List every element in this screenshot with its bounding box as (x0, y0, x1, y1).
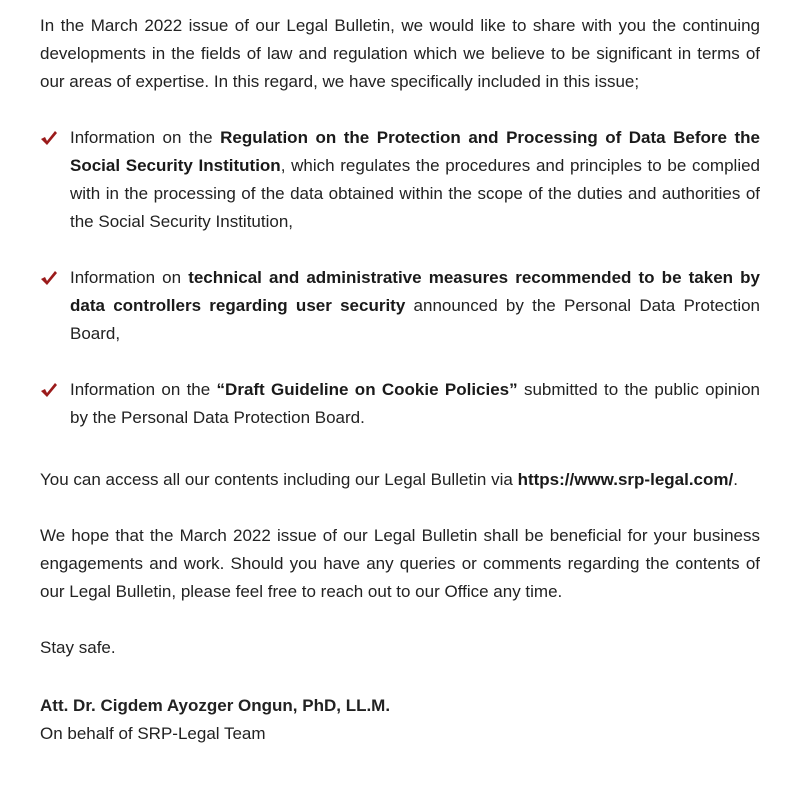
access-paragraph (40, 466, 760, 494)
checkmark-icon (40, 382, 58, 398)
bullet-item (40, 124, 760, 236)
bullet-text-pre: Information on the (70, 128, 221, 147)
website-link[interactable]: https://www.srp-legal.com/ (517, 470, 734, 489)
checkmark-icon (40, 130, 58, 146)
bullet-item (40, 376, 760, 432)
bullet-text-bold: technical and administrative measures recommended to be taken by data controllers regarding user security (70, 268, 760, 315)
bulletin-page (40, 0, 760, 748)
bullet-text-post: announced by the Personal Data Protection Board, (70, 296, 761, 343)
checkmark-icon (40, 270, 58, 286)
bullet-text-pre: Information on the (70, 380, 217, 399)
bullet-text-pre: Information on (70, 268, 189, 287)
access-text: You can access all our contents including our Legal Bulletin via (40, 470, 518, 489)
bullet-list (40, 124, 760, 432)
access-text-end: . (733, 470, 738, 489)
bullet-text-bold: “Draft Guideline on Cookie Policies” (216, 380, 518, 399)
bullet-text-post: submitted to the public opinion by the Personal Data Protection Board. (70, 380, 760, 427)
signature-behalf: On behalf of SRP-Legal Team (40, 724, 266, 743)
intro-paragraph: In the March 2022 issue of our Legal Bulletin, we would like to share with you the continuing developments in the fields of law and regulation which we believe to be significant in terms of our areas of expertise. In this regard, we have specifically included in this issue; (40, 16, 760, 91)
stay-safe-text: Stay safe. (40, 638, 116, 657)
bullet-text-bold: Regulation on the Protection and Processing of Data Before the Social Security Institution (70, 128, 760, 175)
bullet-item (40, 264, 760, 348)
bullet-text-post: , which regulates the procedures and principles to be complied with in the processing of the data obtained within the scope of the duties and authorities of the Social Security Institution, (70, 156, 761, 231)
hope-paragraph: We hope that the March 2022 issue of our Legal Bulletin shall be beneficial for your business engagements and work. Should you have any queries or comments regarding the contents of our Legal Bulletin, please feel free to reach out to our Office any time. (40, 526, 760, 601)
signature-name: Att. Dr. Cigdem Ayozger Ongun, PhD, LL.M. (40, 696, 391, 715)
